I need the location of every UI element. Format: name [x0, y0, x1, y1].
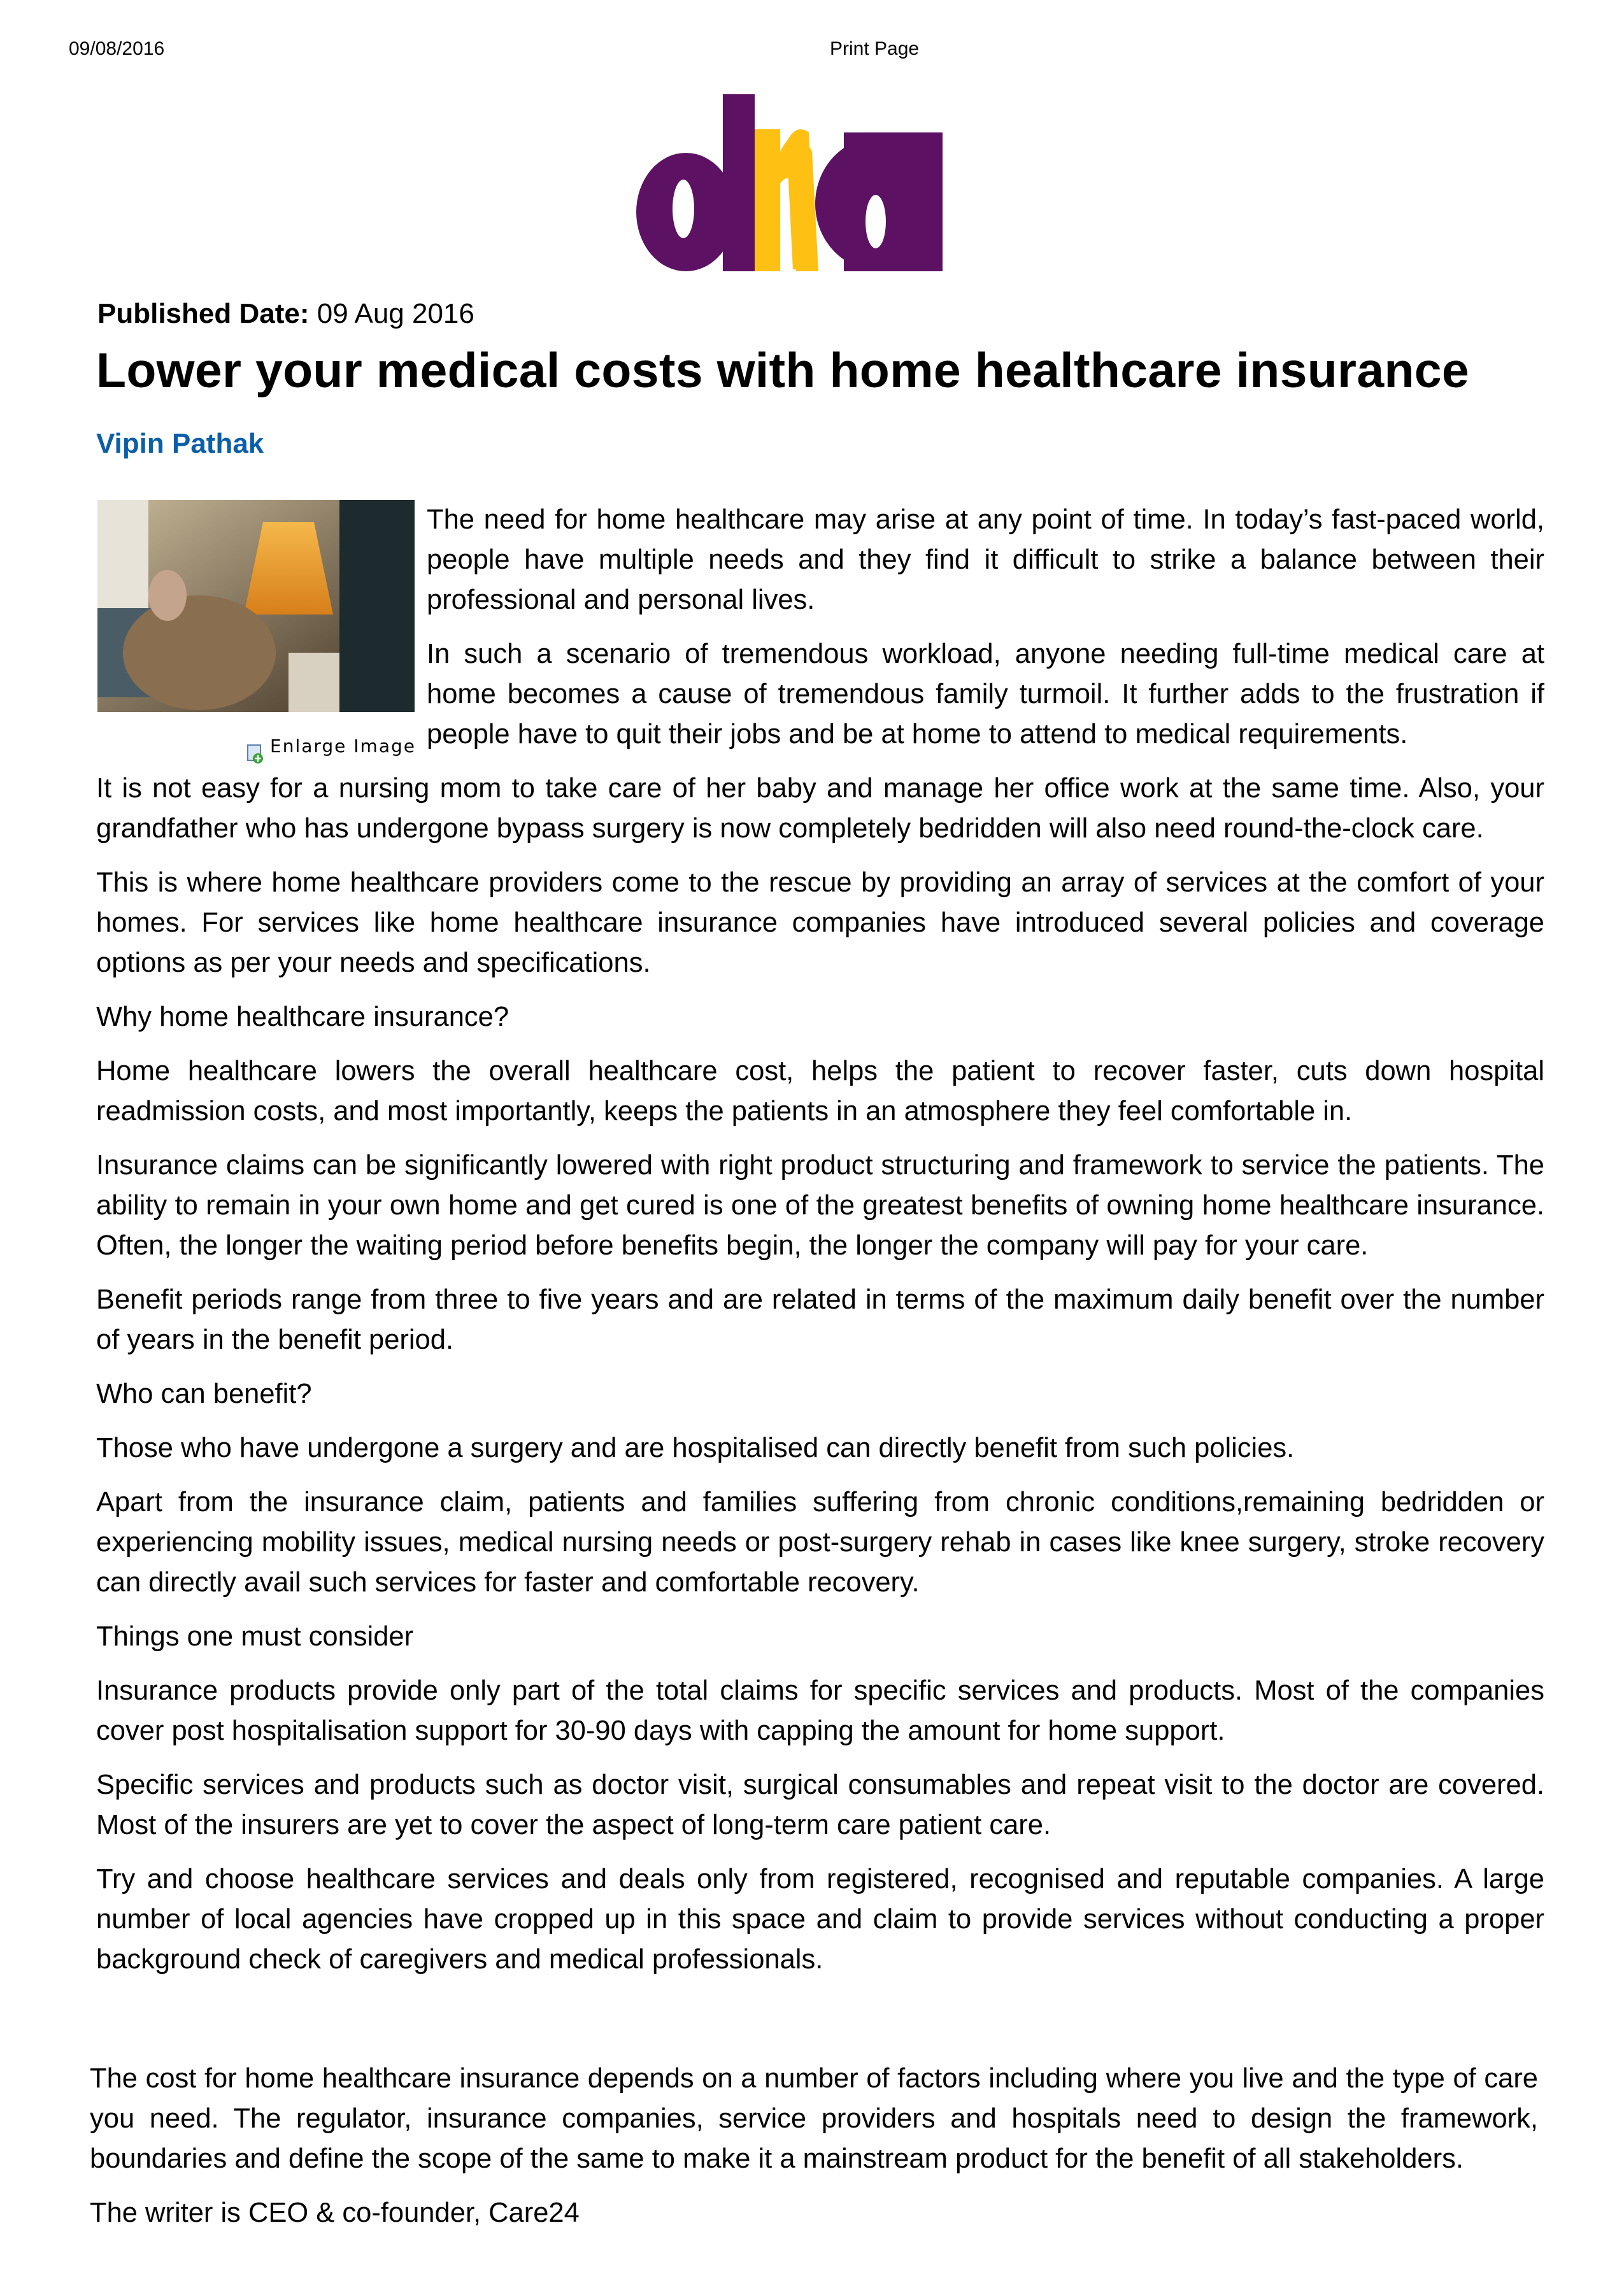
published-label: Published Date: [97, 298, 310, 329]
enlarge-image-button[interactable] [97, 726, 416, 766]
paragraph: This is where home healthcare providers come to the rescue by providing an array of services at the comfort of your homes. For services like home healthcare insurance companies have introduced several policies and coverage options as per your needs and specifications. [96, 867, 1544, 978]
paragraph: In such a scenario of tremendous workload, anyone needing full-time medical care at home becomes a cause of tremendous family turmoil. It further adds to the frustration if people have to quit their jobs and be at home to attend to medical requirements. [427, 639, 1544, 750]
subheading: Who can benefit? [96, 1379, 312, 1409]
enlarge-image-label: Enlarge Image [270, 735, 416, 757]
print-page-label: Print Page [830, 38, 920, 59]
published-date [97, 298, 474, 330]
article-title: Lower your medical costs with home healthcare insurance [96, 343, 1470, 398]
subheading: Things one must consider [96, 1621, 414, 1652]
paragraph: Apart from the insurance claim, patients and families suffering from chronic conditions,remaining bedridden or experiencing mobility issues, medical nursing needs or post-surgery rehab in cases like knee surgery, stroke recovery can directly avail such services for faster and comfortable recovery. [96, 1487, 1544, 1598]
paragraph: Benefit periods range from three to five years and are related in terms of the maximum daily benefit over the number of years in the benefit period. [96, 1284, 1544, 1355]
paragraph: Home healthcare lowers the overall healthcare cost, helps the patient to recover faster, cuts down hospital readmission costs, and most importantly, keeps the patients in an atmosphere they feel comfortable in. [96, 1056, 1544, 1126]
print-date: 09/08/2016 [69, 38, 165, 59]
paragraph: The cost for home healthcare insurance depends on a number of factors including where you live and the type of care you need. The regulator, insurance companies, service providers and hospitals need to design the framework, boundaries and define the scope of the same to make it a mainstream product for the benefit of all stakeholders. [90, 2063, 1538, 2174]
paragraph: Those who have undergone a surgery and are hospitalised can directly benefit from such policies. [96, 1433, 1295, 1463]
paragraph: Try and choose healthcare services and deals only from registered, recognised and reputable companies. A large number of local agencies have cropped up in this space and claim to provide services without conducting a proper background check of caregivers and medical professionals. [96, 1864, 1544, 1975]
article-photo[interactable] [97, 500, 415, 712]
paragraph: It is not easy for a nursing mom to take care of her baby and manage her office work at the same time. Also, your grandfather who has undergone bypass surgery is now completely bedridden will also need round-the-clock care. [96, 773, 1544, 844]
published-value: 09 Aug 2016 [317, 298, 474, 329]
article-body [96, 500, 1544, 1994]
author-link[interactable]: Vipin Pathak [96, 428, 264, 459]
article-closing [90, 2059, 1538, 2247]
dna-logo [634, 94, 1006, 273]
paragraph: Insurance products provide only part of the total claims for specific services and products. Most of the companies cover post hospitalisation support for 30-90 days with capping the amount for home support. [96, 1675, 1544, 1746]
paragraph: The need for home healthcare may arise at any point of time. In today’s fast-paced world, people have multiple needs and they find it difficult to strike a balance between their professional and personal lives. [427, 504, 1544, 615]
subheading: Why home healthcare insurance? [96, 1002, 509, 1032]
paragraph: Insurance claims can be significantly lowered with right product structuring and framework to service the patients. The ability to remain in your own home and get cured is one of the greatest benefits of owning home healthcare insurance. Often, the longer the waiting period before benefits begin, the longer the company will pay for your care. [96, 1150, 1544, 1261]
paragraph: Specific services and products such as doctor visit, surgical consumables and repeat visit to the doctor are covered. Most of the insurers are yet to cover the aspect of long-term care patient care. [96, 1770, 1544, 1840]
enlarge-image-icon [247, 737, 264, 757]
writer-note: The writer is CEO & co-founder, Care24 [90, 2198, 580, 2228]
article-figure [97, 500, 416, 766]
